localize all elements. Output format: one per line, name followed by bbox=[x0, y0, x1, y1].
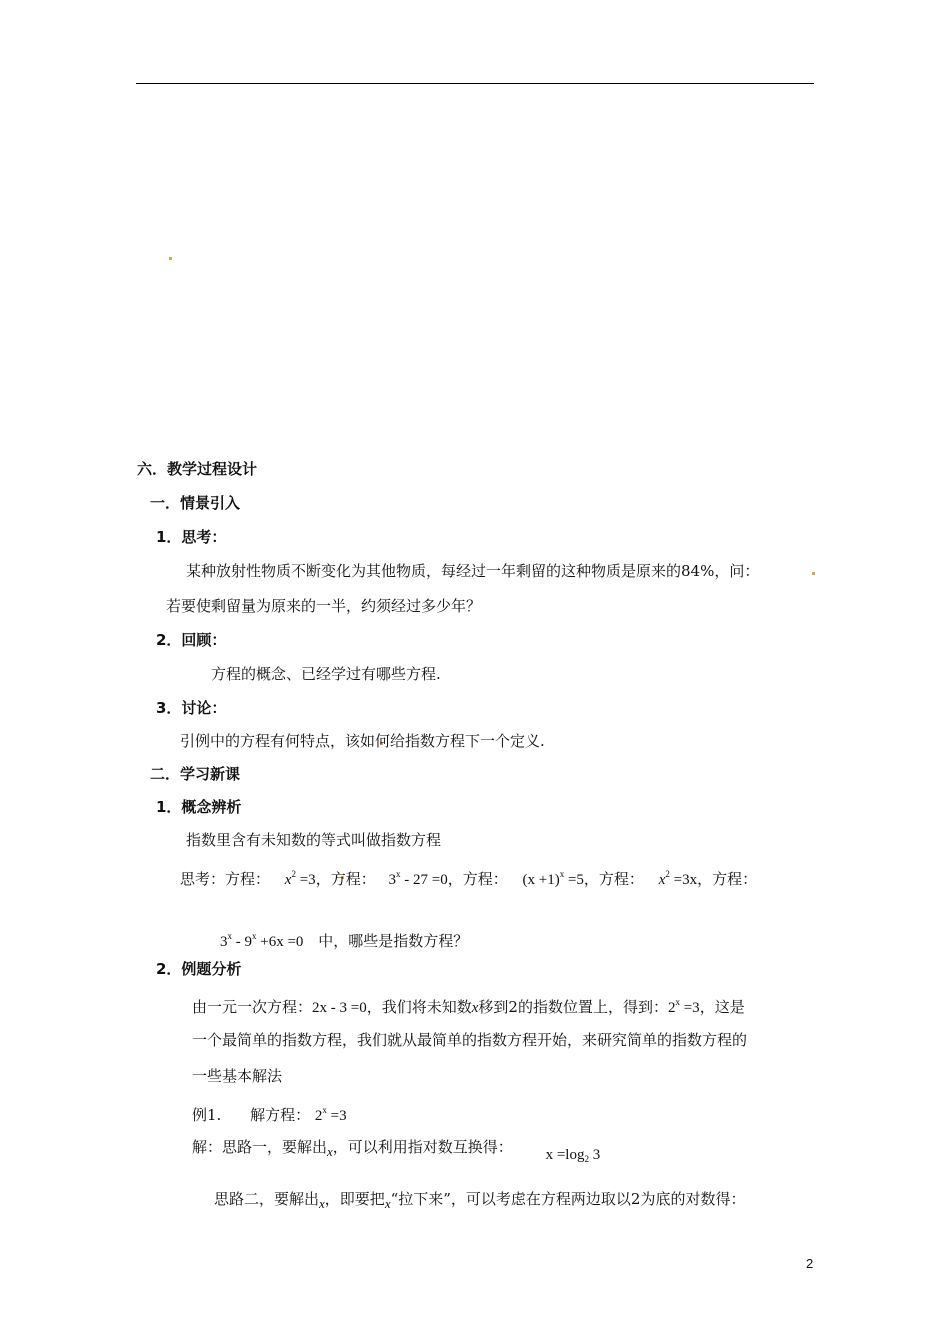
item-discuss-label: 3．讨论： bbox=[156, 699, 227, 717]
think-line-1: 某种放射性物质不断变化为其他物质，每经过一年剩留的这种物质是原来的84%，问： bbox=[186, 562, 760, 580]
separator: ，方程： bbox=[697, 870, 758, 888]
think-line-2: 若要使剩留量为原来的一半，约须经过多少年？ bbox=[166, 597, 482, 615]
example-paragraph-line-1: 由一元一次方程：2x - 3 =0，我们将未知数x移到2的指数位置上，得到：2$^x$ =3，这是 bbox=[192, 997, 745, 1016]
think-prefix: 思考：方程： bbox=[180, 870, 271, 888]
separator: ，方程： bbox=[315, 870, 376, 888]
page-number: 2 bbox=[806, 1256, 814, 1271]
linear-equation: 2x - 3 =0 bbox=[312, 1000, 367, 1016]
think-equations-line bbox=[180, 864, 757, 890]
item-concept-label: 1．概念辨析 bbox=[156, 798, 242, 816]
variable-x: x bbox=[384, 1196, 391, 1211]
example-1-line bbox=[192, 1100, 347, 1126]
equation-5-line bbox=[220, 926, 468, 952]
discuss-text: 引例中的方程有何特点，该如何给指数方程下一个定义. bbox=[180, 732, 545, 750]
solution-idea-2: 思路二，要解出x，即要把x“拉下来”，可以考虑在方程两边取以2为底的对数得： bbox=[214, 1190, 746, 1211]
part1-heading: 一．情景引入 bbox=[150, 494, 241, 512]
example-1-label: 例1. bbox=[192, 1106, 222, 1124]
example-1-equation: 2$^x$ =3 bbox=[314, 1105, 347, 1124]
item-example-label: 2．例题分析 bbox=[156, 960, 242, 978]
equation-4: $x^2 =3x$ bbox=[658, 869, 698, 888]
separator: ，方程： bbox=[447, 870, 508, 888]
equation-1: $x^2 =3$ bbox=[284, 869, 316, 888]
question-text: 中，哪些是指数方程？ bbox=[318, 932, 469, 950]
example-paragraph-line-2: 一个最简单的指数方程，我们就从最简单的指数方程开始，来研究简单的指数方程的 bbox=[192, 1031, 748, 1049]
solution-idea-1: 解：思路一，要解出x，可以利用指对数互换得： $x =\log_2$ 3 bbox=[192, 1138, 601, 1164]
stray-dot bbox=[169, 257, 172, 260]
example-paragraph-line-3: 一些基本解法 bbox=[192, 1067, 283, 1085]
review-text: 方程的概念、已经学过有哪些方程. bbox=[211, 665, 441, 683]
example-1-text: 解方程： bbox=[250, 1106, 311, 1124]
item-think-label: 1．思考： bbox=[156, 528, 227, 546]
variable-x: x bbox=[471, 1000, 479, 1016]
equation-5: 3$^x$ - 9$^x$ +6x =0 bbox=[220, 931, 304, 950]
variable-x: x bbox=[327, 1144, 333, 1159]
section-heading: 六．教学过程设计 bbox=[137, 460, 258, 478]
variable-x: x bbox=[319, 1196, 325, 1211]
definition-text: 指数里含有未知数的等式叫做指数方程 bbox=[186, 831, 442, 849]
item-review-label: 2．回顾： bbox=[156, 631, 227, 649]
header-rule bbox=[136, 83, 814, 84]
part2-heading: 二．学习新课 bbox=[150, 765, 241, 783]
log-solution: $x =\log_2$ 3 bbox=[545, 1147, 601, 1164]
simple-exponential-equation: 2$^x$ =3 bbox=[667, 997, 700, 1016]
equation-3: $(x +1)^x =5$ bbox=[522, 869, 584, 888]
separator: ，方程： bbox=[583, 870, 644, 888]
stray-dot bbox=[812, 572, 815, 575]
equation-2: 3$^x$ - 27 =0 bbox=[388, 869, 448, 888]
